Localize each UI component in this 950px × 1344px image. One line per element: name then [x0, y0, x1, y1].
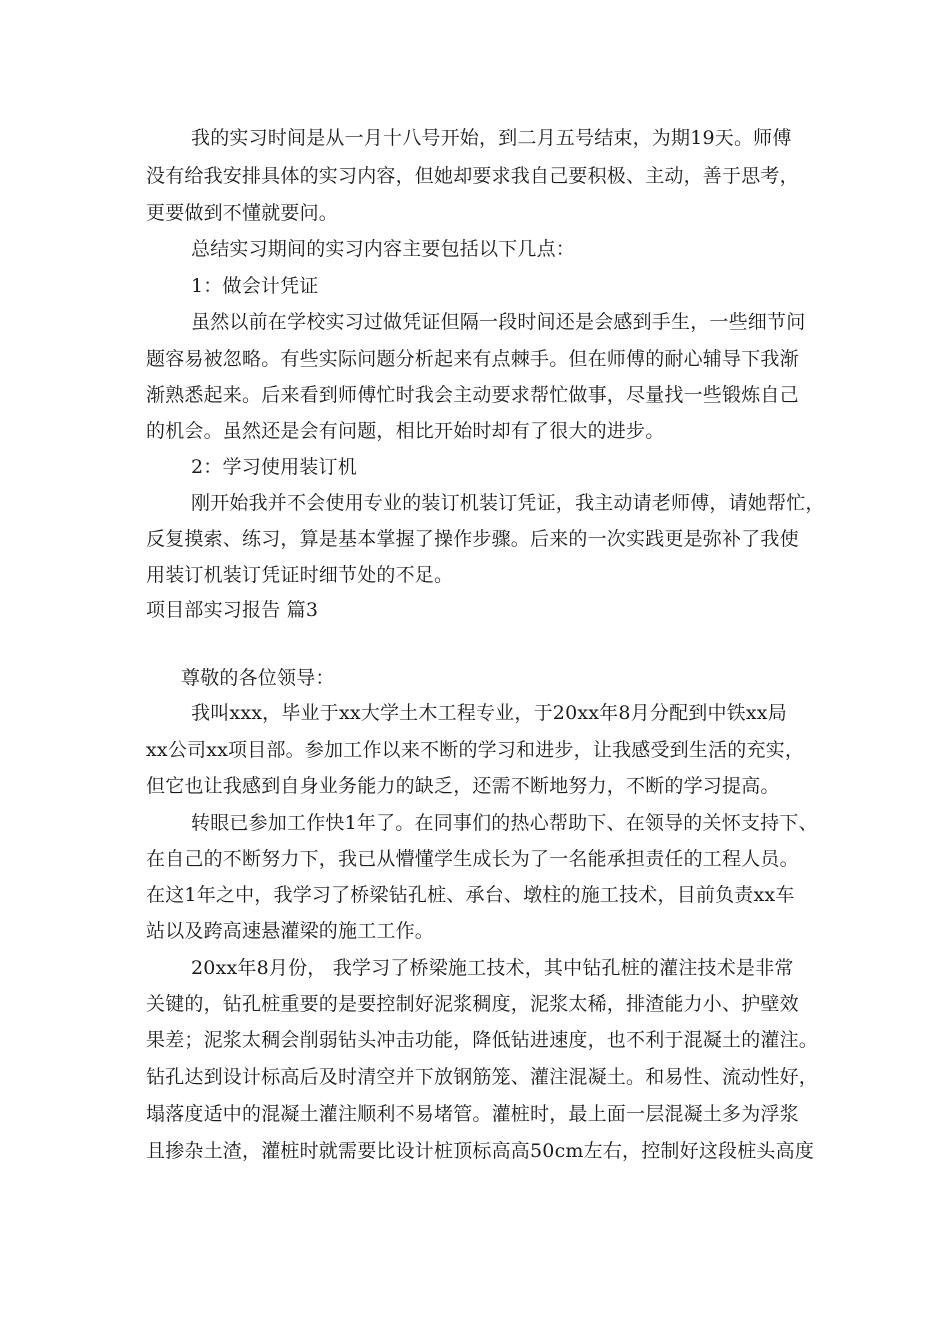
paragraph-line: 总结实习期间的实习内容主要包括以下几点： [191, 238, 576, 260]
paragraph-line: 我的实习时间是从一月十八号开始，到二月五号结束，为期19天。师傅 [191, 127, 792, 149]
paragraph-line: 在自己的不断努力下，我已从懵懂学生成长为了一名能承担责任的工程人员。 [146, 848, 799, 870]
paragraph-line: 20xx年8月份， 我学习了桥梁施工技术，其中钻孔桩的灌注技术是非常 [191, 957, 794, 979]
paragraph-line: 没有给我安排具体的实习内容，但她却要求我自己要积极、主动，善于思考， [146, 165, 799, 187]
paragraph-line: 但它也让我感到自身业务能力的缺乏，还需不断地努力，不断的学习提高。 [146, 775, 780, 797]
paragraph-line: 转眼已参加工作快1年了。在同事们的热心帮助下、在领导的关怀支持下、 [191, 812, 818, 834]
paragraph-line: 反复摸索、练习，算是基本掌握了操作步骤。后来的一次实践更是弥补了我使 [146, 528, 799, 550]
paragraph-line: 更要做到不懂就要问。 [146, 202, 339, 224]
paragraph-line: 我叫xxx，毕业于xx大学土木工程专业，于20xx年8月分配到中铁xx局 [191, 702, 787, 724]
paragraph-line: 钻孔达到设计标高后及时清空并下放钢筋笼、灌注混凝土。和易性、流动性好， [146, 1066, 819, 1088]
paragraph-line: 关键的，钻孔桩重要的是要控制好泥浆稠度，泥浆太稀，排渣能力小、护壁效 [146, 993, 799, 1015]
paragraph-line: 塌落度适中的混凝土灌注顺利不易堵管。灌桩时，最上面一层混凝土多为浮浆 [146, 1103, 799, 1125]
paragraph-line: 果差；泥浆太稠会削弱钻头冲击功能，降低钻进速度，也不利于混凝土的灌注。 [146, 1029, 819, 1051]
paragraph-line: 题容易被忽略。有些实际问题分析起来有点棘手。但在师傅的耐心辅导下我渐 [146, 348, 799, 370]
list-heading: 2：学习使用装订机 [191, 456, 357, 478]
salutation: 尊敬的各位领导： [181, 667, 335, 689]
paragraph-line: xx公司xx项目部。参加工作以来不断的学习和进步，让我感受到生活的充实， [146, 739, 805, 761]
section-heading: 项目部实习报告 篇3 [146, 599, 319, 621]
paragraph-line: 虽然以前在学校实习过做凭证但隔一段时间还是会感到手生，一些细节问 [191, 311, 806, 333]
paragraph-line: 用装订机装订凭证时细节处的不足。 [146, 564, 454, 586]
list-heading: 1：做会计凭证 [191, 275, 319, 297]
paragraph-line: 且掺杂土渣，灌桩时就需要比设计桩顶标高高50cm左右，控制好这段桩头高度 [146, 1140, 815, 1162]
paragraph-line: 刚开始我并不会使用专业的装订机装订凭证，我主动请老师傅，请她帮忙， [191, 492, 825, 514]
paragraph-line: 在这1年之中，我学习了桥梁钻孔桩、承台、墩柱的施工技术，目前负责xx车 [146, 884, 795, 906]
paragraph-line: 渐熟悉起来。后来看到师傅忙时我会主动要求帮忙做事，尽量找一些锻炼自己 [146, 384, 799, 406]
paragraph-line: 站以及跨高速悬灌梁的施工工作。 [146, 920, 435, 942]
paragraph-line: 的机会。虽然还是会有问题，相比开始时却有了很大的进步。 [146, 420, 665, 442]
